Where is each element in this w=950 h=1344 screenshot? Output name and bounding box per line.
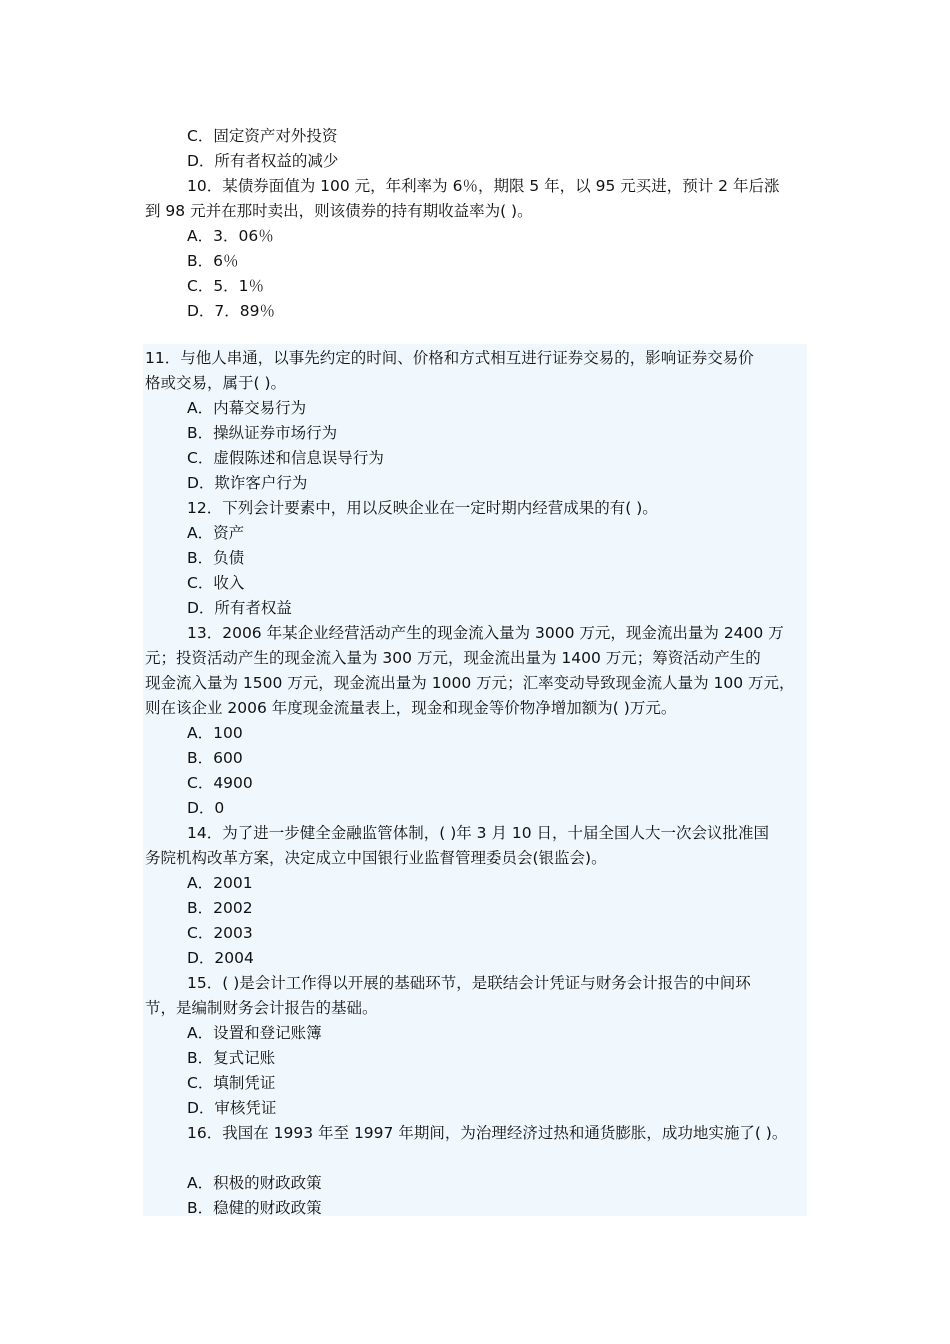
- option-d: D．所有者权益的减少: [187, 152, 339, 170]
- question-16-text: 16．我国在 1993 年至 1997 年期间，为治理经济过热和通货膨胀，成功地实施了( )。: [187, 1124, 788, 1142]
- question-14-text: 14．为了进一步健全金融监管体制，( )年 3 月 10 日，十届全国人大一次会议批准国: [187, 824, 770, 842]
- main-section: [0, 346, 950, 1221]
- question-10-option-b: B．6％: [187, 252, 239, 270]
- question-13-option-b: B．600: [187, 749, 243, 767]
- question-16-option-a: A．积极的财政政策: [187, 1174, 322, 1192]
- top-section: [0, 124, 950, 324]
- question-15-text-cont: 节，是编制财务会计报告的基础。: [145, 999, 378, 1017]
- question-14-option-d: D．2004: [187, 949, 254, 967]
- question-10-option-a: A．3．06％: [187, 227, 274, 245]
- question-14-option-c: C．2003: [187, 924, 253, 942]
- question-12-option-d: D．所有者权益: [187, 599, 292, 617]
- question-14-text-cont: 务院机构改革方案，决定成立中国银行业监督管理委员会(银监会)。: [145, 849, 607, 867]
- question-14-option-a: A．2001: [187, 874, 253, 892]
- question-11-option-c: C．虚假陈述和信息误导行为: [187, 449, 384, 467]
- question-15-option-a: A．设置和登记账簿: [187, 1024, 322, 1042]
- question-14-option-b: B．2002: [187, 899, 253, 917]
- question-15-text: 15．( )是会计工作得以开展的基础环节，是联结会计凭证与财务会计报告的中间环: [187, 974, 751, 992]
- blank-line: [0, 1146, 950, 1171]
- question-13-option-c: C．4900: [187, 774, 253, 792]
- question-12-option-a: A．资产: [187, 524, 245, 542]
- question-13-text-cont-3: 则在该企业 2006 年度现金流量表上，现金和现金等价物净增加额为( )万元。: [145, 699, 677, 717]
- question-10-option-d: D．7．89％: [187, 302, 276, 320]
- question-16-option-b: B．稳健的财政政策: [187, 1199, 322, 1217]
- question-15-option-c: C．填制凭证: [187, 1074, 276, 1092]
- question-15-option-d: D．审核凭证: [187, 1099, 277, 1117]
- question-13-text: 13．2006 年某企业经营活动产生的现金流入量为 3000 万元，现金流出量为 2400 万: [187, 624, 784, 642]
- question-11-option-b: B．操纵证券市场行为: [187, 424, 338, 442]
- question-11-option-a: A．内幕交易行为: [187, 399, 307, 417]
- question-13-text-cont-1: 元；投资活动产生的现金流入量为 300 万元，现金流出量为 1400 万元；筹资活动产生的: [145, 649, 761, 667]
- question-10-text: 10．某债券面值为 100 元，年利率为 6％，期限 5 年，以 95 元买进，预计 2 年后涨: [187, 177, 780, 195]
- question-11-option-d: D．欺诈客户行为: [187, 474, 308, 492]
- question-13-text-cont-2: 现金流入量为 1500 万元，现金流出量为 1000 万元；汇率变动导致现金流人量为 100 万元，: [145, 674, 795, 692]
- question-11-text: 11．与他人串通，以事先约定的时间、价格和方式相互进行证券交易的，影响证券交易价: [145, 349, 754, 367]
- question-12-option-b: B．负债: [187, 549, 245, 567]
- question-10-text-cont: 到 98 元并在那时卖出，则该债券的持有期收益率为( )。: [145, 202, 533, 220]
- question-13-option-a: A．100: [187, 724, 243, 742]
- question-12-option-c: C．收入: [187, 574, 245, 592]
- option-c: C．固定资产对外投资: [187, 127, 338, 145]
- question-10-option-c: C．5．1％: [187, 277, 265, 295]
- question-13-option-d: D．0: [187, 799, 225, 817]
- question-15-option-b: B．复式记账: [187, 1049, 276, 1067]
- question-11-text-cont: 格或交易，属于( )。: [145, 374, 287, 392]
- question-12-text: 12．下列会计要素中，用以反映企业在一定时期内经营成果的有( )。: [187, 499, 658, 517]
